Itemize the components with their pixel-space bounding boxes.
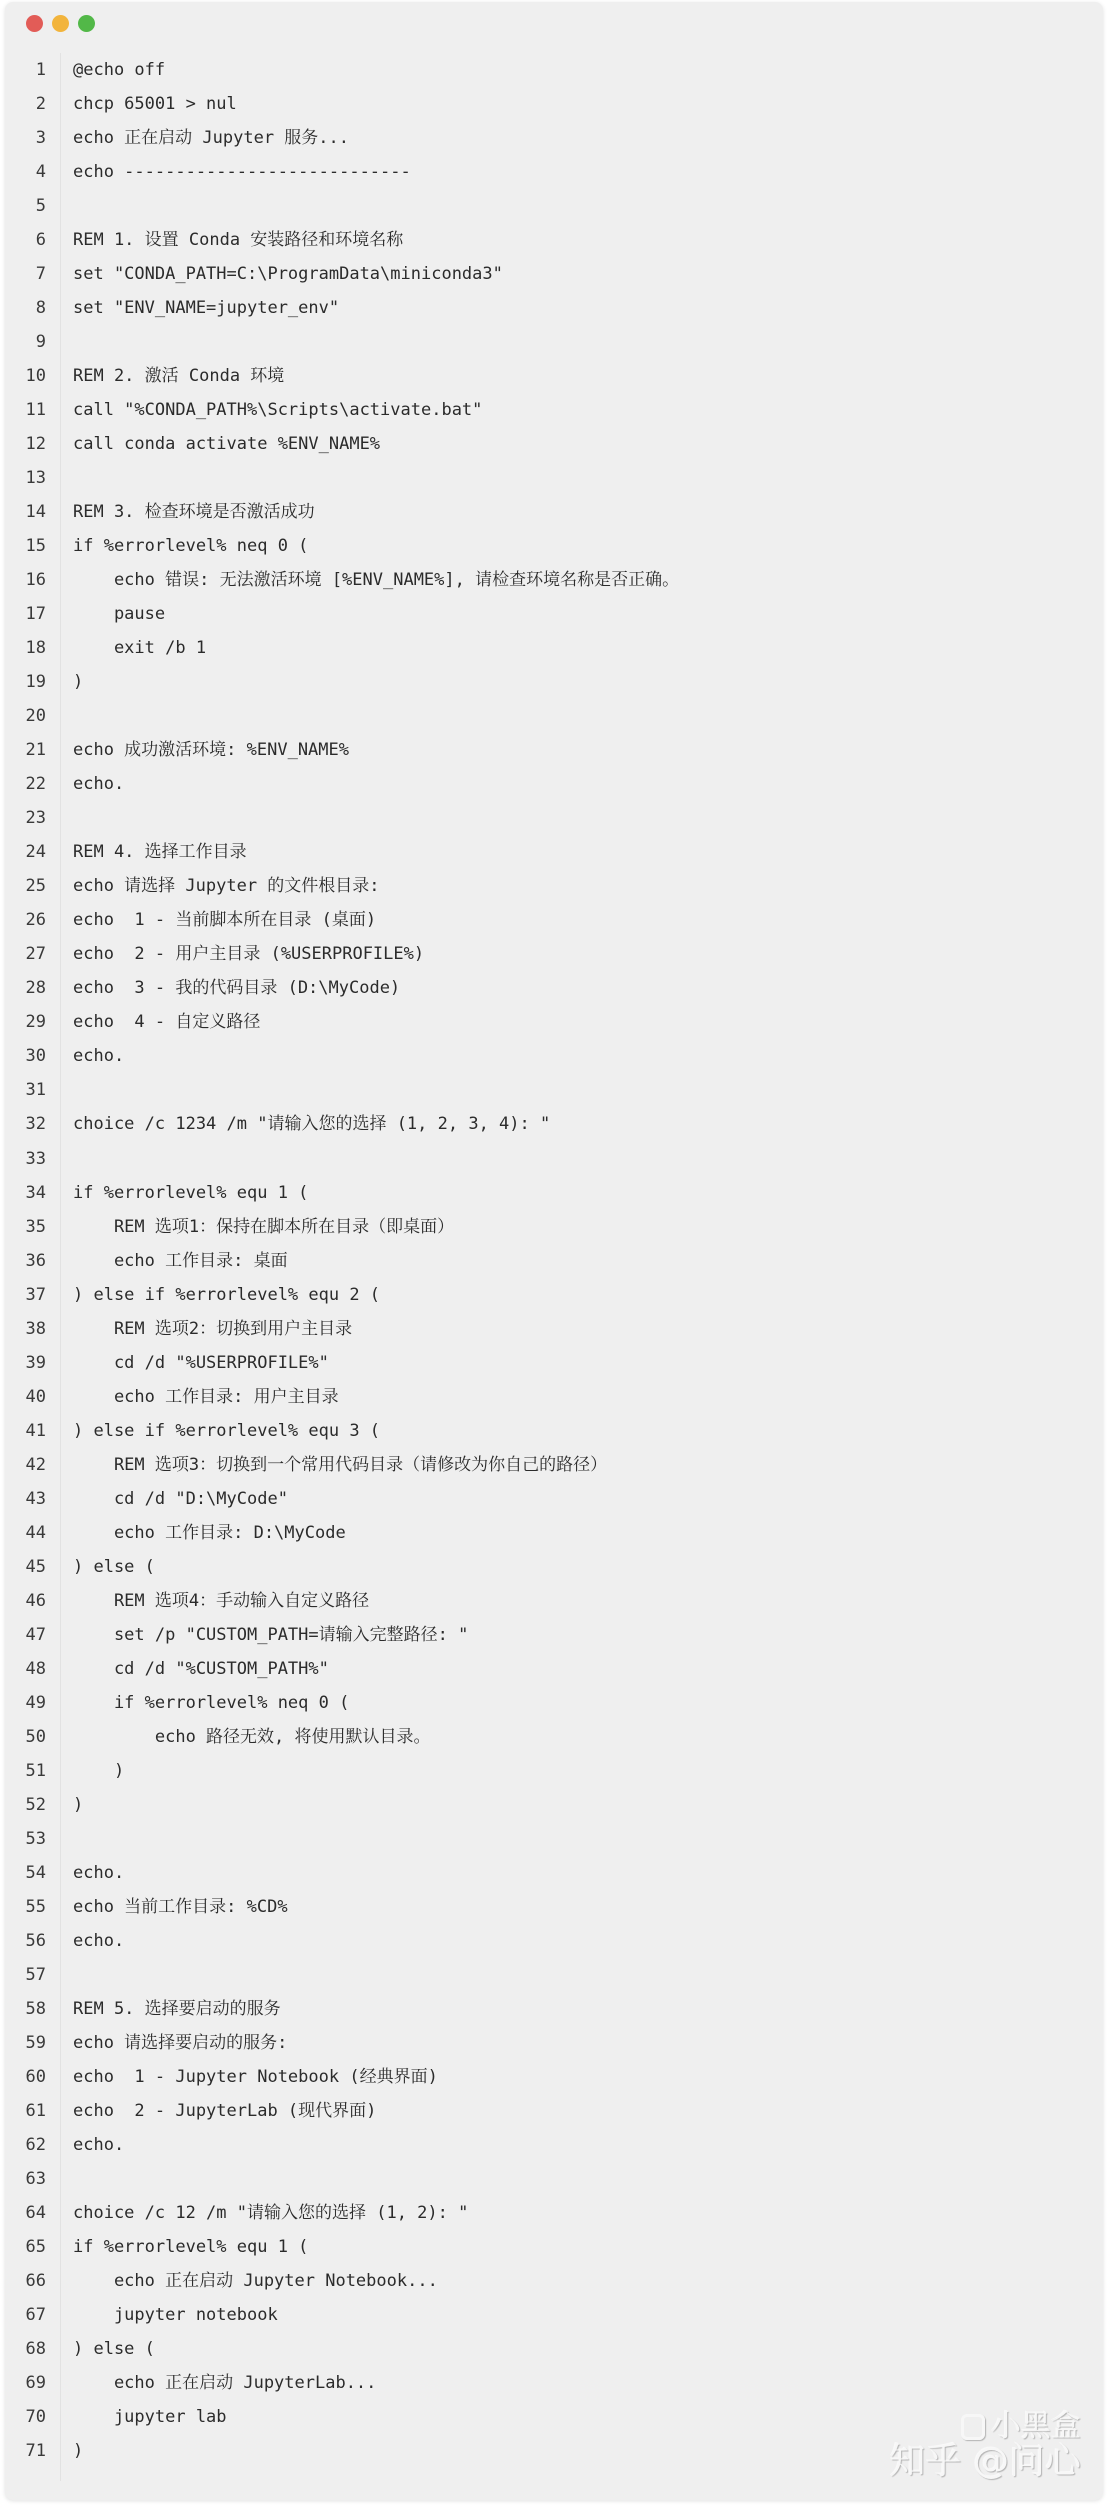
line-text: if %errorlevel% neq 0 ( <box>73 536 309 557</box>
code-line <box>5 393 1103 427</box>
line-number: 41 <box>25 1420 46 1441</box>
line-text: jupyter lab <box>73 2407 227 2428</box>
line-text: REM 5. 选择要启动的服务 <box>73 1998 281 2019</box>
line-number: 57 <box>25 1964 46 1985</box>
code-line <box>5 2366 1103 2400</box>
minimize-dot-icon <box>52 15 69 32</box>
line-text: set "CONDA_PATH=C:\ProgramData\miniconda3" <box>73 264 503 285</box>
line-text: echo 请选择要启动的服务: <box>73 2032 288 2053</box>
line-number: 71 <box>25 2441 46 2462</box>
code-line <box>5 1550 1103 1584</box>
line-number: 22 <box>25 774 46 795</box>
line-number: 4 <box>35 162 46 183</box>
code-line <box>5 1788 1103 1822</box>
code-line <box>5 801 1103 835</box>
code-line <box>5 2094 1103 2128</box>
line-number: 59 <box>25 2032 46 2053</box>
line-text: choice /c 1234 /m "请输入您的选择 (1, 2, 3, 4): " <box>73 1114 551 1135</box>
line-text: if %errorlevel% neq 0 ( <box>73 1692 350 1713</box>
code-line <box>5 1618 1103 1652</box>
code-line <box>5 1142 1103 1176</box>
line-number: 17 <box>25 604 46 625</box>
line-text: echo 工作目录: D:\MyCode <box>73 1522 346 1543</box>
line-number: 19 <box>25 672 46 693</box>
code-line <box>5 121 1103 155</box>
code-line <box>5 2298 1103 2332</box>
code-line <box>5 597 1103 631</box>
line-number: 46 <box>25 1590 46 1611</box>
line-text: call conda activate %ENV_NAME% <box>73 434 381 455</box>
window-titlebar <box>5 2 1103 46</box>
line-text: ) <box>73 672 84 693</box>
code-line <box>5 1584 1103 1618</box>
code-line <box>5 529 1103 563</box>
line-number: 24 <box>25 842 46 863</box>
line-text: @echo off <box>73 60 166 80</box>
line-number: 60 <box>25 2066 46 2087</box>
code-line <box>5 189 1103 223</box>
code-block <box>5 53 1103 2468</box>
code-line <box>5 1346 1103 1380</box>
code-line <box>5 1822 1103 1856</box>
code-line <box>5 1516 1103 1550</box>
line-number: 69 <box>25 2373 46 2394</box>
line-text: REM 选项3：切换到一个常用代码目录（请修改为你自己的路径） <box>73 1454 608 1475</box>
code-line <box>5 903 1103 937</box>
line-text: REM 选项1：保持在脚本所在目录（即桌面） <box>73 1216 455 1237</box>
code-line <box>5 2162 1103 2196</box>
line-text: echo. <box>73 1862 125 1883</box>
line-number: 9 <box>35 332 46 353</box>
code-line <box>5 1482 1103 1516</box>
line-text: exit /b 1 <box>73 638 207 659</box>
line-number: 56 <box>25 1930 46 1951</box>
line-text: ) else if %errorlevel% equ 2 ( <box>73 1284 381 1305</box>
line-text: echo. <box>73 774 125 795</box>
line-number: 7 <box>35 264 46 285</box>
code-line <box>5 155 1103 189</box>
line-number: 44 <box>25 1522 46 1543</box>
line-number: 48 <box>25 1658 46 1679</box>
line-number: 11 <box>25 400 46 421</box>
code-line <box>5 1039 1103 1073</box>
code-line <box>5 291 1103 325</box>
code-line <box>5 427 1103 461</box>
line-text: echo 当前工作目录: %CD% <box>73 1896 288 1917</box>
line-number: 3 <box>35 128 46 149</box>
code-line <box>5 2230 1103 2264</box>
line-number: 18 <box>25 638 46 659</box>
line-number: 49 <box>25 1692 46 1713</box>
line-text: pause <box>73 604 166 625</box>
line-text: echo 错误: 无法激活环境 [%ENV_NAME%], 请检查环境名称是否正确。 <box>73 570 680 591</box>
line-number: 25 <box>25 876 46 897</box>
line-number: 55 <box>25 1896 46 1917</box>
line-number: 54 <box>25 1862 46 1883</box>
code-line <box>5 2060 1103 2094</box>
line-number: 45 <box>25 1556 46 1577</box>
line-number: 30 <box>25 1046 46 1067</box>
watermark-author: 知乎 @问心 <box>889 2441 1081 2482</box>
line-text: echo 请选择 Jupyter 的文件根目录: <box>73 876 380 897</box>
line-number: 37 <box>25 1284 46 1305</box>
line-text: echo 工作目录: 桌面 <box>73 1250 288 1271</box>
line-text: if %errorlevel% equ 1 ( <box>73 1182 309 1203</box>
line-number: 42 <box>25 1454 46 1475</box>
line-text: echo 正在启动 JupyterLab... <box>73 2373 377 2394</box>
line-number: 64 <box>25 2202 46 2223</box>
code-line <box>5 631 1103 665</box>
line-text: call "%CONDA_PATH%\Scripts\activate.bat" <box>73 400 483 421</box>
line-text: set /p "CUSTOM_PATH=请输入完整路径: " <box>73 1624 469 1645</box>
line-text: REM 选项2：切换到用户主目录 <box>73 1318 353 1339</box>
maximize-dot-icon <box>78 15 95 32</box>
close-dot-icon <box>26 15 43 32</box>
code-line <box>5 2196 1103 2230</box>
line-number: 36 <box>25 1250 46 1271</box>
line-text: set "ENV_NAME=jupyter_env" <box>73 298 340 319</box>
line-number: 32 <box>25 1114 46 1135</box>
line-number: 40 <box>25 1386 46 1407</box>
code-line <box>5 1005 1103 1039</box>
line-number: 6 <box>35 230 46 251</box>
line-number: 52 <box>25 1794 46 1815</box>
line-number: 20 <box>25 706 46 727</box>
line-text: ) else ( <box>73 2339 155 2360</box>
line-number: 26 <box>25 910 46 931</box>
line-number: 39 <box>25 1352 46 1373</box>
code-line <box>5 1073 1103 1107</box>
line-number: 66 <box>25 2271 46 2292</box>
line-text: REM 3. 检查环境是否激活成功 <box>73 502 315 523</box>
code-line <box>5 1278 1103 1312</box>
code-line <box>5 1414 1103 1448</box>
line-text: chcp 65001 > nul <box>73 94 237 115</box>
line-number: 12 <box>25 434 46 455</box>
line-number: 38 <box>25 1318 46 1339</box>
line-number: 16 <box>25 570 46 591</box>
line-text: ) <box>73 1794 84 1815</box>
line-number: 27 <box>25 944 46 965</box>
code-line <box>5 1720 1103 1754</box>
line-text: echo 1 - Jupyter Notebook (经典界面) <box>73 2066 438 2087</box>
line-number: 47 <box>25 1624 46 1645</box>
code-line <box>5 1958 1103 1992</box>
code-line <box>5 563 1103 597</box>
line-text: REM 2. 激活 Conda 环境 <box>73 366 285 387</box>
code-line <box>5 1210 1103 1244</box>
watermark-brand <box>890 2409 1081 2444</box>
code-line <box>5 53 1103 87</box>
code-line <box>5 1992 1103 2026</box>
line-text: ) else ( <box>73 1556 155 1577</box>
code-line <box>5 937 1103 971</box>
line-text: echo 3 - 我的代码目录 (D:\MyCode) <box>73 978 401 999</box>
code-line <box>5 1890 1103 1924</box>
line-text: choice /c 12 /m "请输入您的选择 (1, 2): " <box>73 2202 469 2223</box>
line-number: 61 <box>25 2100 46 2121</box>
code-line <box>5 767 1103 801</box>
line-text: echo. <box>73 1930 125 1951</box>
watermark-brand-text: 小黑盒 <box>991 2409 1081 2444</box>
brand-logo-icon <box>961 2414 985 2440</box>
code-line <box>5 2332 1103 2366</box>
code-line <box>5 1176 1103 1210</box>
line-number: 31 <box>25 1080 46 1101</box>
code-line <box>5 1686 1103 1720</box>
line-number: 14 <box>25 502 46 523</box>
line-number: 33 <box>25 1148 46 1169</box>
line-number: 43 <box>25 1488 46 1509</box>
line-number: 21 <box>25 740 46 761</box>
code-line <box>5 87 1103 121</box>
code-line <box>5 359 1103 393</box>
line-number: 67 <box>25 2305 46 2326</box>
line-number: 23 <box>25 808 46 829</box>
code-line <box>5 223 1103 257</box>
line-number: 34 <box>25 1182 46 1203</box>
line-text: ) else if %errorlevel% equ 3 ( <box>73 1420 381 1441</box>
line-text: echo 4 - 自定义路径 <box>73 1012 261 1033</box>
line-text: REM 选项4：手动输入自定义路径 <box>73 1590 370 1611</box>
code-line <box>5 665 1103 699</box>
line-number: 70 <box>25 2407 46 2428</box>
code-line <box>5 1924 1103 1958</box>
line-number: 29 <box>25 1012 46 1033</box>
line-text: echo. <box>73 2134 125 2155</box>
line-number: 5 <box>35 196 46 217</box>
line-number: 50 <box>25 1726 46 1747</box>
line-number: 65 <box>25 2237 46 2257</box>
line-number: 62 <box>25 2134 46 2155</box>
line-text: echo 2 - 用户主目录 (%USERPROFILE%) <box>73 944 425 965</box>
code-line <box>5 733 1103 767</box>
line-number: 35 <box>25 1216 46 1237</box>
line-text: echo 1 - 当前脚本所在目录 (桌面) <box>73 910 377 931</box>
line-text: cd /d "D:\MyCode" <box>73 1488 288 1509</box>
code-window <box>5 2 1103 2500</box>
code-line <box>5 495 1103 529</box>
code-line <box>5 1380 1103 1414</box>
line-text: REM 1. 设置 Conda 安装路径和环境名称 <box>73 230 404 251</box>
code-line <box>5 257 1103 291</box>
code-line <box>5 699 1103 733</box>
line-number: 2 <box>35 94 46 115</box>
code-line <box>5 1312 1103 1346</box>
watermark <box>889 2409 1081 2482</box>
line-number: 58 <box>25 1998 46 2019</box>
line-text: echo. <box>73 1046 125 1067</box>
line-number: 63 <box>25 2168 46 2189</box>
code-line <box>5 1107 1103 1141</box>
line-text: echo 路径无效, 将使用默认目录。 <box>73 1726 431 1747</box>
line-number: 28 <box>25 978 46 999</box>
line-text: cd /d "%CUSTOM_PATH%" <box>73 1658 329 1679</box>
line-text: echo 成功激活环境: %ENV_NAME% <box>73 740 349 761</box>
line-number: 53 <box>25 1828 46 1849</box>
code-line <box>5 1652 1103 1686</box>
code-line <box>5 461 1103 495</box>
code-line <box>5 1754 1103 1788</box>
line-text: echo 正在启动 Jupyter 服务... <box>73 128 349 149</box>
line-number: 1 <box>35 60 46 80</box>
line-text: cd /d "%USERPROFILE%" <box>73 1352 329 1373</box>
code-line <box>5 2128 1103 2162</box>
line-text: jupyter notebook <box>73 2305 278 2326</box>
line-number: 51 <box>25 1760 46 1781</box>
line-number: 10 <box>25 366 46 387</box>
line-text: echo 工作目录: 用户主目录 <box>73 1386 339 1407</box>
code-line <box>5 1856 1103 1890</box>
code-line <box>5 1244 1103 1278</box>
line-text: REM 4. 选择工作目录 <box>73 842 247 863</box>
line-text: ) <box>73 1760 125 1781</box>
line-text: ) <box>73 2441 84 2462</box>
code-line <box>5 1448 1103 1482</box>
line-number: 13 <box>25 468 46 489</box>
code-line <box>5 2264 1103 2298</box>
line-number: 68 <box>25 2339 46 2360</box>
code-line <box>5 869 1103 903</box>
line-number: 15 <box>25 536 46 557</box>
line-number: 8 <box>35 298 46 319</box>
line-text: echo ---------------------------- <box>73 162 411 183</box>
line-text: if %errorlevel% equ 1 ( <box>73 2237 309 2257</box>
code-line <box>5 325 1103 359</box>
code-line <box>5 971 1103 1005</box>
line-text: echo 正在启动 Jupyter Notebook... <box>73 2271 438 2292</box>
code-line <box>5 2026 1103 2060</box>
line-text: echo 2 - JupyterLab (现代界面) <box>73 2100 377 2121</box>
code-line <box>5 835 1103 869</box>
